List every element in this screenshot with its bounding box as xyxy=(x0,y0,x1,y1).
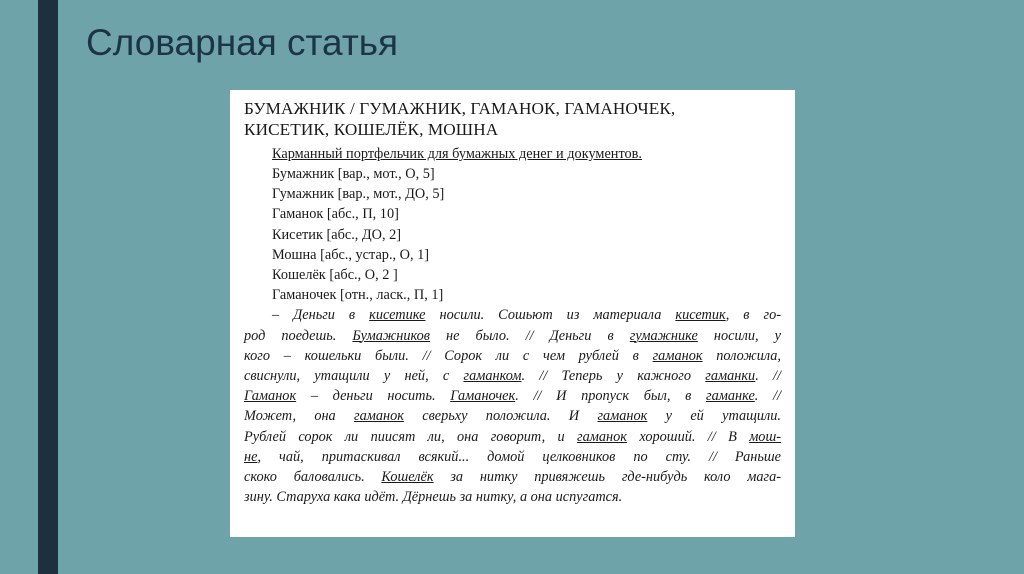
headword-line-2: КИСЕТИК, КОШЕЛЁК, МОШНА xyxy=(244,120,499,139)
quote-line: скоко баловались. Кошелёк за нитку привяжешь где-нибудь коло мага- xyxy=(244,469,781,486)
entry-item: Гаманок [абс., П, 10] xyxy=(272,206,399,223)
quote-line: зину. Старуха кака идёт. Дёрнешь за нитку, а она испугатся. xyxy=(244,489,623,506)
entry-item: Гумажник [вар., мот., ДО, 5] xyxy=(272,186,445,203)
entry-item: Мошна [абс., устар., О, 1] xyxy=(272,246,430,263)
entry-item: Бумажник [вар., мот., О, 5] xyxy=(272,166,435,182)
quote-line: Гаманок – деньги носить. Гаманочек. // И пропуск был, в гаманке. // xyxy=(244,388,782,405)
quote-line: – Деньги в кисетике носили. Сошьют из материала кисетик, в го- xyxy=(272,307,781,324)
quote-line: кого – кошельки были. // Сорок ли с чем рублей в гаманок положила, xyxy=(244,347,782,364)
entry-item: Кисетик [абс., ДО, 2] xyxy=(272,226,402,243)
definition: Карманный портфельчик для бумажных денег и документов. xyxy=(272,146,642,162)
quote-line: свиснули, утащили у ней, с гаманком. // Теперь у кажного гаманки. // xyxy=(244,368,781,385)
dictionary-article-image xyxy=(230,90,795,537)
quote-line: Может, она гаманок сверьху положила. И гаманок у ей утащили. xyxy=(244,408,781,425)
entry-item: Кошелёк [абс., О, 2 ] xyxy=(272,267,398,284)
entry-item: Гаманочек [отн., ласк., П, 1] xyxy=(272,287,444,304)
quote-line: Рублей сорок ли пиисят ли, она говорит, и гаманок хороший. // В мош- xyxy=(244,428,782,445)
quote-line: не, чай, притаскивал всякий... домой целковников по сту. // Раньше xyxy=(244,448,781,465)
slide-title: Словарная статья xyxy=(86,22,399,63)
headword-line-1: БУМАЖНИК / ГУМАЖНИК, ГАМАНОК, ГАМАНОЧЕК, xyxy=(244,99,676,118)
headword xyxy=(244,98,781,140)
left-accent-bar xyxy=(38,0,58,574)
quote-line: род поедешь. Бумажников не было. // Деньги в гумажнике носили, у xyxy=(244,327,782,344)
usage-quotes xyxy=(244,305,781,507)
